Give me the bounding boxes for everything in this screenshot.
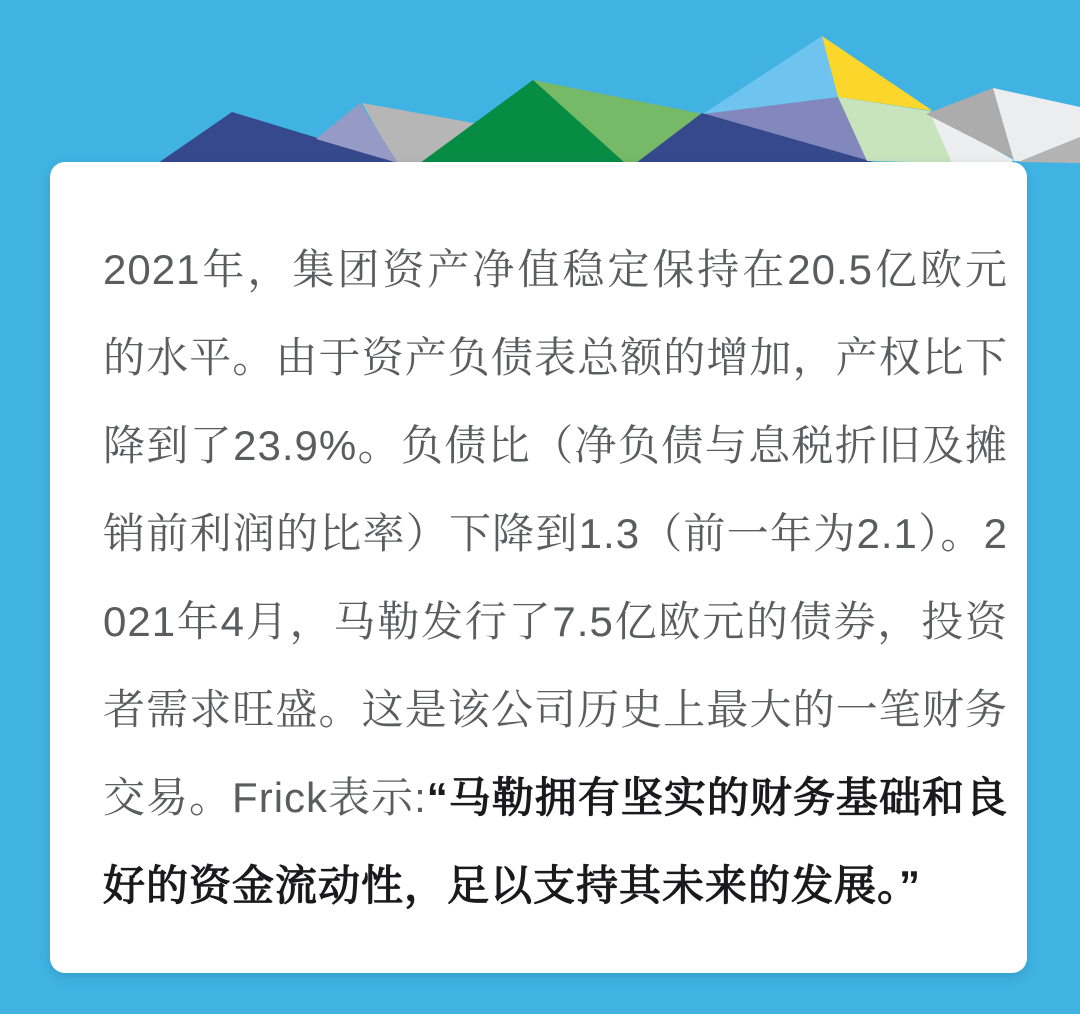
content-card	[50, 162, 1027, 973]
mountains-banner	[0, 0, 1080, 163]
article-body-text: 2021年，集团资产净值稳定保持在20.5亿欧元的水平。由于资产负债表总额的增加，产权比下降到了23.9%。负债比（净负债与息税折旧及摊销前利润的比率）下降到1.3（前一年为2.1）。2021年4月，马勒发行了7.5亿欧元的债券，投资者需求旺盛。这是该公司历史上最大的一笔财务交易。Frick表示:	[103, 246, 1008, 821]
article-quote-text: “马勒拥有坚实的财务基础和良好的资金流动性，足以支持其未来的发展。”	[103, 774, 1008, 909]
article-paragraph	[50, 162, 1027, 930]
